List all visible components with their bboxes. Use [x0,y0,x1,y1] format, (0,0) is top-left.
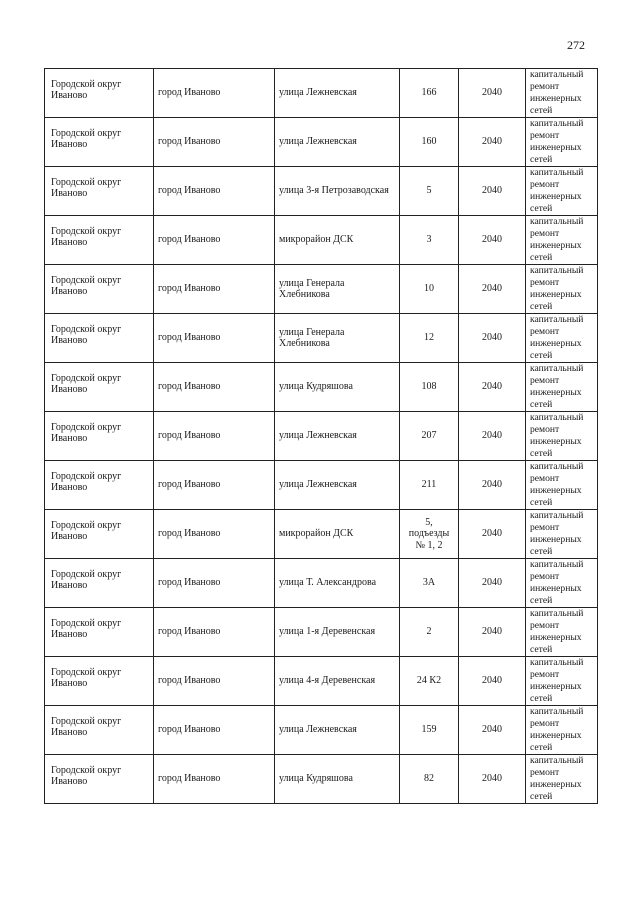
cell-year: 2040 [459,69,526,118]
cell-district [45,559,154,608]
cell-house-number: 12 [400,314,459,363]
cell-house-number: 108 [400,363,459,412]
cell-year: 2040 [459,510,526,559]
table-row [45,755,598,804]
page-number: 272 [567,38,585,52]
cell-year: 2040 [459,167,526,216]
cell-city: город Иваново [154,706,275,755]
table-row [45,118,598,167]
table-row [45,706,598,755]
cell-house-number: 160 [400,118,459,167]
cell-district [45,510,154,559]
cell-city: город Иваново [154,314,275,363]
cell-city: город Иваново [154,363,275,412]
cell-street: микрорайон ДСК [275,510,400,559]
table-row [45,69,598,118]
cell-house-number: 159 [400,706,459,755]
district-text: Городской округ Иваново [51,127,122,150]
cell-house-number: 5 [400,167,459,216]
cell-work-type: капитальный ремонт инженерных сетей [526,216,598,265]
cell-street: улица Лежневская [275,461,400,510]
housing-repair-table [44,68,598,804]
cell-city: город Иваново [154,412,275,461]
district-text: Городской округ Иваново [51,176,122,199]
cell-city: город Иваново [154,559,275,608]
table-body [45,69,598,804]
cell-year: 2040 [459,657,526,706]
cell-year: 2040 [459,608,526,657]
district-text: Городской округ Иваново [51,470,122,493]
cell-work-type: капитальный ремонт инженерных сетей [526,118,598,167]
district-text: Городской округ Иваново [51,372,122,395]
cell-district [45,412,154,461]
cell-district [45,167,154,216]
table-row [45,314,598,363]
cell-street: улица Генерала Хлебникова [275,314,400,363]
cell-street: улица Кудряшова [275,755,400,804]
cell-year: 2040 [459,216,526,265]
cell-district [45,461,154,510]
cell-street: улица Лежневская [275,706,400,755]
cell-work-type: капитальный ремонт инженерных сетей [526,412,598,461]
cell-city: город Иваново [154,69,275,118]
cell-year: 2040 [459,412,526,461]
cell-street: улица Т. Александрова [275,559,400,608]
cell-street: улица Лежневская [275,118,400,167]
cell-district [45,69,154,118]
cell-work-type: капитальный ремонт инженерных сетей [526,69,598,118]
table-row [45,167,598,216]
cell-year: 2040 [459,118,526,167]
district-text: Городской округ Иваново [51,519,122,542]
cell-district [45,657,154,706]
cell-year: 2040 [459,314,526,363]
table-row [45,216,598,265]
cell-street: улица Генерала Хлебникова [275,265,400,314]
cell-year: 2040 [459,461,526,510]
cell-house-number: 2 [400,608,459,657]
table-row [45,608,598,657]
district-text: Городской округ Иваново [51,274,122,297]
cell-work-type: капитальный ремонт инженерных сетей [526,755,598,804]
district-text: Городской округ Иваново [51,764,122,787]
cell-house-number: 166 [400,69,459,118]
cell-work-type: капитальный ремонт инженерных сетей [526,510,598,559]
cell-city: город Иваново [154,216,275,265]
cell-house-number: 3 [400,216,459,265]
cell-city: город Иваново [154,510,275,559]
cell-district [45,216,154,265]
cell-house-number: 24 К2 [400,657,459,706]
cell-district [45,314,154,363]
cell-work-type: капитальный ремонт инженерных сетей [526,461,598,510]
district-text: Городской округ Иваново [51,617,122,640]
cell-work-type: капитальный ремонт инженерных сетей [526,657,598,706]
district-text: Городской округ Иваново [51,421,122,444]
cell-district [45,363,154,412]
cell-street: улица 4-я Деревенская [275,657,400,706]
cell-street: улица Лежневская [275,69,400,118]
district-text: Городской округ Иваново [51,568,122,591]
district-text: Городской округ Иваново [51,78,122,101]
cell-city: город Иваново [154,265,275,314]
table-row [45,265,598,314]
cell-house-number: 207 [400,412,459,461]
district-text: Городской округ Иваново [51,323,122,346]
cell-house-number: 211 [400,461,459,510]
cell-city: город Иваново [154,167,275,216]
cell-work-type: капитальный ремонт инженерных сетей [526,559,598,608]
district-text: Городской округ Иваново [51,715,122,738]
cell-work-type: капитальный ремонт инженерных сетей [526,167,598,216]
cell-city: город Иваново [154,755,275,804]
cell-year: 2040 [459,706,526,755]
district-text: Городской округ Иваново [51,666,122,689]
cell-street: улица Лежневская [275,412,400,461]
cell-house-number: 3А [400,559,459,608]
cell-year: 2040 [459,363,526,412]
cell-district [45,608,154,657]
cell-city: город Иваново [154,608,275,657]
cell-street: улица 1-я Деревенская [275,608,400,657]
cell-work-type: капитальный ремонт инженерных сетей [526,314,598,363]
cell-work-type: капитальный ремонт инженерных сетей [526,363,598,412]
cell-house-number: 10 [400,265,459,314]
cell-city: город Иваново [154,657,275,706]
cell-district [45,118,154,167]
cell-work-type: капитальный ремонт инженерных сетей [526,265,598,314]
cell-district [45,755,154,804]
cell-year: 2040 [459,265,526,314]
cell-street: микрорайон ДСК [275,216,400,265]
cell-year: 2040 [459,559,526,608]
cell-year: 2040 [459,755,526,804]
cell-city: город Иваново [154,118,275,167]
district-text: Городской округ Иваново [51,225,122,248]
cell-district [45,706,154,755]
table-row [45,510,598,559]
table-row [45,363,598,412]
cell-street: улица 3-я Петрозаводская [275,167,400,216]
cell-city: город Иваново [154,461,275,510]
cell-district [45,265,154,314]
table-row [45,559,598,608]
cell-work-type: капитальный ремонт инженерных сетей [526,608,598,657]
cell-work-type: капитальный ремонт инженерных сетей [526,706,598,755]
table-row [45,412,598,461]
cell-street: улица Кудряшова [275,363,400,412]
cell-house-number: 82 [400,755,459,804]
cell-house-number: 5, подъезды № 1, 2 [400,510,459,559]
table-row [45,461,598,510]
table-row [45,657,598,706]
